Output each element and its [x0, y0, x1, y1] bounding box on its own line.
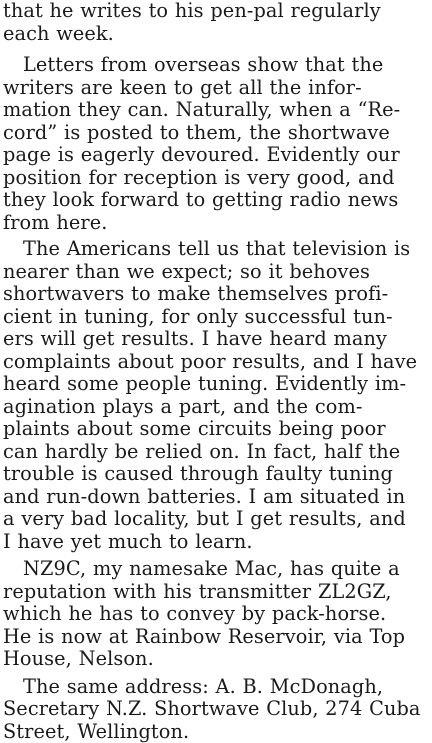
text-line: Street, Wellington.: [3, 721, 428, 743]
text-line: ers will get results. I have heard many: [3, 328, 428, 351]
text-line: He is now at Rainbow Reservoir, via Top: [3, 626, 428, 649]
paragraph-address: [3, 676, 428, 743]
text-line: that he writes to his pen-pal regularly: [3, 0, 428, 23]
text-line: mation they can. Naturally, when a “Re-: [3, 99, 428, 122]
text-line: nearer than we expect; so it behoves: [3, 261, 428, 284]
text-line: Letters from overseas show that the: [3, 54, 428, 77]
text-line: reputation with his transmitter ZL2GZ,: [3, 581, 428, 604]
paragraph-overseas-letters: [3, 54, 428, 234]
paragraph-continuation: [3, 0, 428, 45]
paragraph-nz9c: [3, 558, 428, 671]
text-line: trouble is caused through faulty tuning: [3, 463, 428, 486]
text-line: from here.: [3, 212, 428, 235]
text-line: Secretary N.Z. Shortwave Club, 274 Cuba: [3, 698, 428, 721]
text-line: plaints about some circuits being poor: [3, 418, 428, 441]
text-line: The same address: A. B. McDonagh,: [3, 676, 428, 699]
text-line: and run-down batteries. I am situated in: [3, 486, 428, 509]
text-line: which he has to convey by pack-horse.: [3, 603, 428, 626]
text-line: position for reception is very good, and: [3, 167, 428, 190]
text-line: cient in tuning, for only successful tun-: [3, 306, 428, 329]
text-line: each week.: [3, 23, 428, 46]
text-line: heard some people tuning. Evidently im-: [3, 373, 428, 396]
text-line: writers are keen to get all the infor-: [3, 77, 428, 100]
text-line: I have yet much to learn.: [3, 531, 428, 554]
text-line: House, Nelson.: [3, 648, 428, 671]
text-line: page is eagerly devoured. Evidently our: [3, 144, 428, 167]
text-line: agination plays a part, and the com-: [3, 396, 428, 419]
text-line: NZ9C, my namesake Mac, has quite a: [3, 558, 428, 581]
text-line: shortwavers to make themselves profi-: [3, 283, 428, 306]
text-line: The Americans tell us that television is: [3, 238, 428, 261]
text-line: can hardly be relied on. In fact, half the: [3, 441, 428, 464]
paragraph-television: [3, 238, 428, 553]
text-line: complaints about poor results, and I have: [3, 351, 428, 374]
text-line: a very bad locality, but I get results, and: [3, 508, 428, 531]
text-line: cord” is posted to them, the shortwave: [3, 122, 428, 145]
text-line: they look forward to getting radio news: [3, 189, 428, 212]
